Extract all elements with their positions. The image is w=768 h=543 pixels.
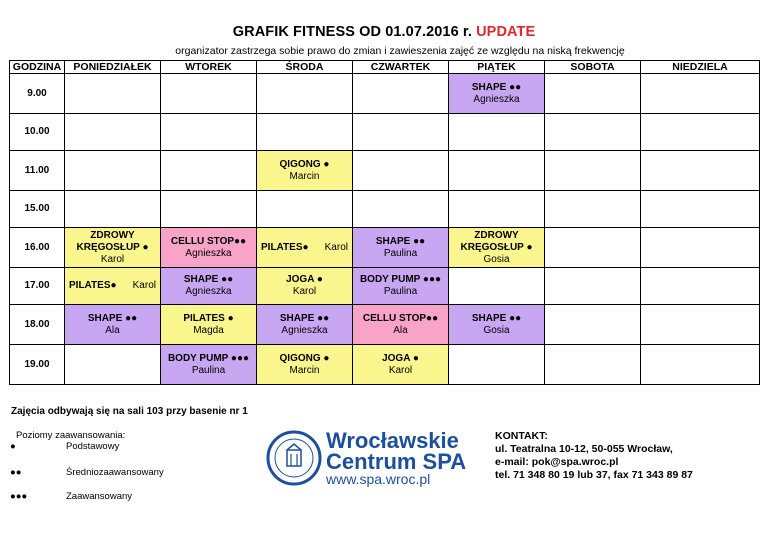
title-main: GRAFIK FITNESS OD 01.07.2016 r.: [232, 24, 472, 40]
empty-cell: [353, 114, 449, 151]
empty-cell: [545, 151, 641, 191]
column-header: SOBOTA: [545, 61, 641, 74]
empty-cell: [545, 268, 641, 305]
class-trainer: Gosia: [483, 253, 510, 265]
class-name: BODY PUMP ●●●: [167, 352, 250, 364]
class-name: PILATES●: [261, 241, 309, 253]
column-header: PONIEDZIAŁEK: [65, 61, 161, 74]
class-entry: [449, 230, 544, 266]
empty-cell: [641, 268, 760, 305]
class-cell[interactable]: [257, 151, 353, 191]
class-entry: [65, 313, 160, 337]
class-entry: [161, 353, 256, 377]
class-trainer: Karol: [324, 241, 348, 253]
class-name: QIGONG ●: [279, 158, 330, 170]
class-name: QIGONG ●: [279, 352, 330, 364]
empty-cell: [545, 191, 641, 228]
class-cell[interactable]: [449, 228, 545, 268]
schedule-subtitle: organizator zastrzega sobie prawo do zmian i zawieszenia zajęć ze względu na niską frekwencję: [175, 45, 625, 57]
logo-line-1: Wrocławskie: [326, 428, 459, 453]
empty-cell: [65, 345, 161, 385]
class-trainer: Paulina: [383, 247, 418, 259]
schedule-title: [0, 24, 768, 40]
empty-cell: [545, 228, 641, 268]
class-cell[interactable]: [257, 305, 353, 345]
empty-cell: [65, 74, 161, 114]
class-cell[interactable]: [161, 305, 257, 345]
hour-cell: 11.00: [10, 151, 65, 191]
class-entry: [161, 313, 256, 337]
schedule-row: [10, 74, 760, 114]
hour-cell: 19.00: [10, 345, 65, 385]
schedule-row: [10, 305, 760, 345]
empty-cell: [161, 114, 257, 151]
class-cell[interactable]: [257, 268, 353, 305]
level-label: Podstawowy: [66, 441, 120, 452]
empty-cell: [545, 74, 641, 114]
empty-cell: [65, 151, 161, 191]
class-name: BODY PUMP ●●●: [359, 274, 442, 285]
spa-seal-icon: [266, 430, 322, 486]
class-trainer: Ala: [393, 324, 408, 336]
empty-cell: [257, 74, 353, 114]
class-entry: [65, 280, 160, 292]
class-entry: [161, 236, 256, 260]
class-cell[interactable]: [449, 305, 545, 345]
class-entry: [449, 313, 544, 337]
class-cell[interactable]: [161, 345, 257, 385]
level-dots: ●●●: [10, 491, 28, 502]
class-name: JOGA ●: [286, 274, 323, 285]
empty-cell: [353, 191, 449, 228]
empty-cell: [641, 191, 760, 228]
class-entry: [257, 353, 352, 377]
empty-cell: [65, 114, 161, 151]
empty-cell: [449, 191, 545, 228]
logo-line-2: Centrum SPA: [326, 449, 467, 474]
class-trainer: Gosia: [483, 324, 510, 336]
header-row: [10, 61, 760, 74]
class-trainer: Paulina: [383, 286, 418, 297]
level-dots: ●●: [10, 467, 22, 478]
class-name: SHAPE ●●: [183, 274, 234, 285]
class-name: PILATES ●: [183, 312, 234, 324]
class-trainer: Agnieszka: [473, 93, 520, 105]
empty-cell: [353, 151, 449, 191]
schedule-row: [10, 151, 760, 191]
contact-email[interactable]: e-mail: pok@spa.wroc.pl: [495, 456, 619, 468]
class-trainer: Karol: [292, 286, 317, 297]
class-trainer: Ala: [105, 324, 120, 336]
class-cell[interactable]: [353, 345, 449, 385]
contact-phone: tel. 71 348 80 19 lub 37, fax 71 343 89 87: [495, 469, 693, 481]
class-trainer: Magda: [193, 324, 224, 336]
class-trainer: Agnieszka: [185, 286, 232, 297]
empty-cell: [257, 114, 353, 151]
column-header: PIĄTEK: [449, 61, 545, 74]
empty-cell: [449, 151, 545, 191]
empty-cell: [641, 114, 760, 151]
class-cell[interactable]: [65, 305, 161, 345]
level-label: Średniozaawansowany: [66, 467, 164, 478]
class-cell[interactable]: [65, 268, 161, 305]
empty-cell: [641, 345, 760, 385]
column-header: GODZINA: [10, 61, 65, 74]
empty-cell: [353, 74, 449, 114]
title-update-badge: UPDATE: [476, 24, 536, 40]
class-entry: [257, 242, 352, 254]
class-entry: [257, 274, 352, 298]
empty-cell: [161, 191, 257, 228]
class-name: CELLU STOP●●: [362, 312, 439, 324]
class-cell[interactable]: [65, 228, 161, 268]
column-header: WTOREK: [161, 61, 257, 74]
contact-heading: KONTAKT:: [495, 430, 548, 442]
wcs-logo: [266, 428, 476, 490]
level-dots: ●: [10, 441, 16, 452]
class-cell[interactable]: [353, 228, 449, 268]
column-header: ŚRODA: [257, 61, 353, 74]
empty-cell: [641, 151, 760, 191]
schedule-body: [10, 74, 760, 385]
schedule-row: [10, 114, 760, 151]
class-entry: [161, 274, 256, 298]
schedule-row: [10, 268, 760, 305]
class-name: SHAPE ●●: [279, 312, 330, 324]
class-cell[interactable]: [161, 268, 257, 305]
class-entry: [353, 353, 448, 377]
contact-block: [495, 430, 693, 482]
class-entry: [257, 159, 352, 183]
class-entry: [449, 82, 544, 106]
class-cell[interactable]: [257, 345, 353, 385]
logo-url[interactable]: www.spa.wroc.pl: [326, 471, 431, 487]
empty-cell: [161, 74, 257, 114]
class-entry: [353, 313, 448, 337]
empty-cell: [545, 305, 641, 345]
levels-title: Poziomy zaawansowania:: [16, 430, 126, 441]
class-name: SHAPE ●●: [87, 312, 138, 324]
class-entry: [353, 236, 448, 260]
class-name: CELLU STOP●●: [170, 235, 247, 247]
schedule-row: [10, 191, 760, 228]
empty-cell: [545, 345, 641, 385]
class-trainer: Paulina: [191, 364, 226, 376]
class-trainer: Karol: [100, 253, 125, 265]
class-name: SHAPE ●●: [375, 235, 426, 247]
class-trainer: Karol: [388, 364, 413, 376]
class-name: ZDROWY KRĘGOSŁUP ●: [460, 229, 533, 253]
class-cell[interactable]: [353, 305, 449, 345]
column-header: CZWARTEK: [353, 61, 449, 74]
class-trainer: Marcin: [289, 170, 320, 182]
empty-cell: [257, 191, 353, 228]
hour-cell: 9.00: [10, 74, 65, 114]
level-label: Zaawansowany: [66, 491, 133, 502]
schedule-row: [10, 228, 760, 268]
class-cell[interactable]: [353, 268, 449, 305]
empty-cell: [641, 305, 760, 345]
class-cell[interactable]: [449, 74, 545, 114]
empty-cell: [449, 114, 545, 151]
empty-cell: [545, 114, 641, 151]
schedule-table: [9, 60, 760, 385]
empty-cell: [65, 191, 161, 228]
class-entry: [353, 274, 448, 298]
hour-cell: 18.00: [10, 305, 65, 345]
hour-cell: 17.00: [10, 268, 65, 305]
empty-cell: [641, 228, 760, 268]
empty-cell: [161, 151, 257, 191]
column-header: NIEDZIELA: [641, 61, 760, 74]
class-name: SHAPE ●●: [471, 81, 522, 93]
class-trainer: Karol: [132, 280, 156, 291]
class-trainer: Agnieszka: [185, 247, 232, 259]
empty-cell: [449, 345, 545, 385]
class-cell[interactable]: [257, 228, 353, 268]
class-cell[interactable]: [161, 228, 257, 268]
class-name: PILATES●: [69, 280, 117, 291]
hour-cell: 16.00: [10, 228, 65, 268]
empty-cell: [641, 74, 760, 114]
schedule-row: [10, 345, 760, 385]
room-note: Zajęcia odbywają się na sali 103 przy basenie nr 1: [11, 406, 248, 417]
class-name: JOGA ●: [382, 352, 419, 364]
class-trainer: Marcin: [289, 364, 320, 376]
class-name: ZDROWY KRĘGOSŁUP ●: [76, 229, 149, 253]
hour-cell: 15.00: [10, 191, 65, 228]
empty-cell: [449, 268, 545, 305]
hour-cell: 10.00: [10, 114, 65, 151]
class-trainer: Agnieszka: [281, 324, 328, 336]
class-entry: [257, 313, 352, 337]
contact-address: ul. Teatralna 10-12, 50-055 Wrocław,: [495, 443, 673, 455]
class-name: SHAPE ●●: [471, 312, 522, 324]
class-entry: [65, 230, 160, 266]
